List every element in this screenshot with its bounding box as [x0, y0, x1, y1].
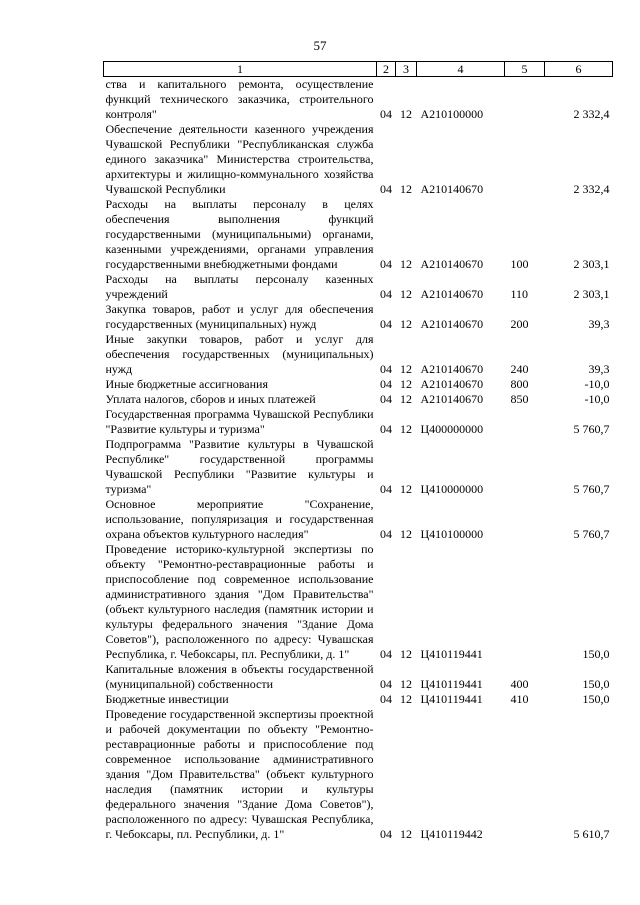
table-row: [104, 122, 613, 197]
row-target-code: А210140670: [420, 392, 484, 406]
row-description: Капитальные вложения в объекты государственной (муниципальной) собственности: [105, 662, 374, 691]
row-amount: 2 303,1: [573, 287, 610, 301]
table-row: [104, 392, 613, 407]
row-description: Государственная программа Чувашской Республики "Развитие культуры и туризма": [105, 407, 374, 436]
table-row: [104, 272, 613, 302]
row-amount: 150,0: [582, 677, 610, 691]
header-row: [104, 62, 613, 77]
table-row: [104, 707, 613, 842]
row-amount: 5 760,7: [573, 422, 610, 436]
row-description: Иные закупки товаров, работ и услуг для обеспечения государственных (муниципальных) нужд: [105, 332, 374, 376]
row-description: Основное мероприятие "Сохранение, использование, популяризация и государственная охрана объектов культурного наследия": [105, 497, 374, 541]
row-section: 04: [380, 317, 392, 331]
row-description: Подпрограмма "Развитие культуры в Чувашской Республике" государственной программы Чувашской Республики "Развитие культуры и туризма": [105, 437, 374, 496]
header-col-3: 3: [396, 62, 417, 77]
table-row: [104, 542, 613, 662]
row-subsection: 12: [400, 482, 412, 496]
row-subsection: 12: [400, 257, 412, 271]
header-col-4: 4: [417, 62, 505, 77]
row-description: Расходы на выплаты персоналу казенных учреждений: [105, 272, 374, 301]
row-expense-type: 100: [510, 257, 529, 271]
row-expense-type: 200: [510, 317, 529, 331]
table-row: [104, 77, 613, 123]
row-target-code: А210140670: [420, 317, 484, 331]
row-amount: 5 760,7: [573, 527, 610, 541]
row-section: 04: [380, 182, 392, 196]
row-description: Проведение историко-культурной экспертизы по объекту "Ремонтно-реставрационные работы и приспособление под современное использование административного здания "Дом Правительства" (объект культурного наследия (памятник истории и культуры федерального значения "Здание Дома Советов"), расположенного по адресу: Чувашская Республика, г. Чебоксары, пл. Республики, д. 1": [105, 542, 374, 661]
row-target-code: Ц410119442: [420, 827, 483, 841]
table-row: [104, 302, 613, 332]
row-section: 04: [380, 527, 392, 541]
row-description: Бюджетные инвестиции: [105, 692, 229, 706]
header-col-6: 6: [545, 62, 613, 77]
table-row: [104, 692, 613, 707]
row-section: 04: [380, 482, 392, 496]
row-expense-type: [505, 437, 545, 497]
row-target-code: А210100000: [420, 107, 484, 121]
row-target-code: Ц410100000: [420, 527, 484, 541]
table-row: [104, 662, 613, 692]
row-subsection: 12: [400, 647, 412, 661]
row-amount: -10,0: [584, 392, 610, 406]
row-target-code: А210140670: [420, 362, 484, 376]
row-section: 04: [380, 257, 392, 271]
row-description: Закупка товаров, работ и услуг для обеспечения государственных (муниципальных) нужд: [105, 302, 374, 331]
page-number: 57: [313, 38, 327, 53]
table-row: [104, 497, 613, 542]
row-expense-type: [505, 542, 545, 662]
header-col-5: 5: [505, 62, 545, 77]
row-expense-type: [505, 497, 545, 542]
row-section: 04: [380, 422, 392, 436]
row-expense-type: 410: [510, 692, 529, 706]
row-expense-type: 800: [510, 377, 529, 391]
row-section: 04: [380, 362, 392, 376]
row-expense-type: 240: [510, 362, 529, 376]
row-description: Уплата налогов, сборов и иных платежей: [105, 392, 316, 406]
row-amount: 39,3: [588, 362, 610, 376]
row-subsection: 12: [400, 107, 412, 121]
row-description: ства и капитального ремонта, осуществление функций технического заказчика, строительного контроля": [105, 77, 374, 121]
row-section: 04: [380, 107, 392, 121]
row-amount: 39,3: [588, 317, 610, 331]
row-subsection: 12: [400, 287, 412, 301]
row-target-code: Ц410119441: [420, 692, 483, 706]
row-amount: 2 303,1: [573, 257, 610, 271]
row-section: 04: [380, 647, 392, 661]
header-col-2: 2: [377, 62, 396, 77]
table-row: [104, 407, 613, 437]
header-col-1: 1: [104, 62, 377, 77]
budget-table: [103, 61, 613, 842]
table-row: [104, 437, 613, 497]
row-section: 04: [380, 392, 392, 406]
row-amount: 5 610,7: [573, 827, 610, 841]
table-row: [104, 332, 613, 377]
row-target-code: А210140670: [420, 287, 484, 301]
row-target-code: Ц410119441: [420, 647, 483, 661]
row-subsection: 12: [400, 827, 412, 841]
row-section: 04: [380, 377, 392, 391]
row-expense-type: [505, 707, 545, 842]
row-amount: -10,0: [584, 377, 610, 391]
row-section: 04: [380, 677, 392, 691]
row-section: 04: [380, 287, 392, 301]
row-section: 04: [380, 692, 392, 706]
row-amount: 2 332,4: [573, 182, 610, 196]
row-expense-type: [505, 77, 545, 123]
row-subsection: 12: [400, 362, 412, 376]
row-expense-type: 110: [510, 287, 529, 301]
table-row: [104, 377, 613, 392]
row-expense-type: [505, 407, 545, 437]
row-description: Иные бюджетные ассигнования: [105, 377, 268, 391]
row-subsection: 12: [400, 317, 412, 331]
row-target-code: Ц400000000: [420, 422, 484, 436]
row-target-code: Ц410000000: [420, 482, 484, 496]
row-subsection: 12: [400, 692, 412, 706]
row-target-code: Ц410119441: [420, 677, 483, 691]
row-subsection: 12: [400, 392, 412, 406]
row-description: Проведение государственной экспертизы проектной и рабочей документации по объекту "Ремонтно-реставрационные работы и приспособление под современное использование административного здания "Дом Правительства" (объект культурного наследия (памятник истории и культуры федерального значения "Здание Дома Советов"), расположенного по адресу: Чувашская Республика, г. Чебоксары, пл. Республики, д. 1": [105, 707, 374, 841]
row-amount: 2 332,4: [573, 107, 610, 121]
row-amount: 150,0: [582, 647, 610, 661]
row-subsection: 12: [400, 182, 412, 196]
row-subsection: 12: [400, 527, 412, 541]
row-target-code: А210140670: [420, 257, 484, 271]
row-subsection: 12: [400, 377, 412, 391]
row-amount: 150,0: [582, 692, 610, 706]
row-target-code: А210140670: [420, 377, 484, 391]
row-expense-type: 400: [510, 677, 529, 691]
row-amount: 5 760,7: [573, 482, 610, 496]
row-section: 04: [380, 827, 392, 841]
row-description: Расходы на выплаты персоналу в целях обеспечения выполнения функций государственными (муниципальными) органами, казенными учреждениями, органами управления государственными внебюджетными фондами: [105, 197, 374, 271]
row-subsection: 12: [400, 422, 412, 436]
row-expense-type: 850: [510, 392, 529, 406]
row-subsection: 12: [400, 677, 412, 691]
table-row: [104, 197, 613, 272]
row-target-code: А210140670: [420, 182, 484, 196]
row-description: Обеспечение деятельности казенного учреждения Чувашской Республики "Республиканская служба единого заказчика" Министерства строительства, архитектуры и жилищно-коммунального хозяйства Чувашской Республики: [105, 122, 374, 196]
row-expense-type: [505, 122, 545, 197]
